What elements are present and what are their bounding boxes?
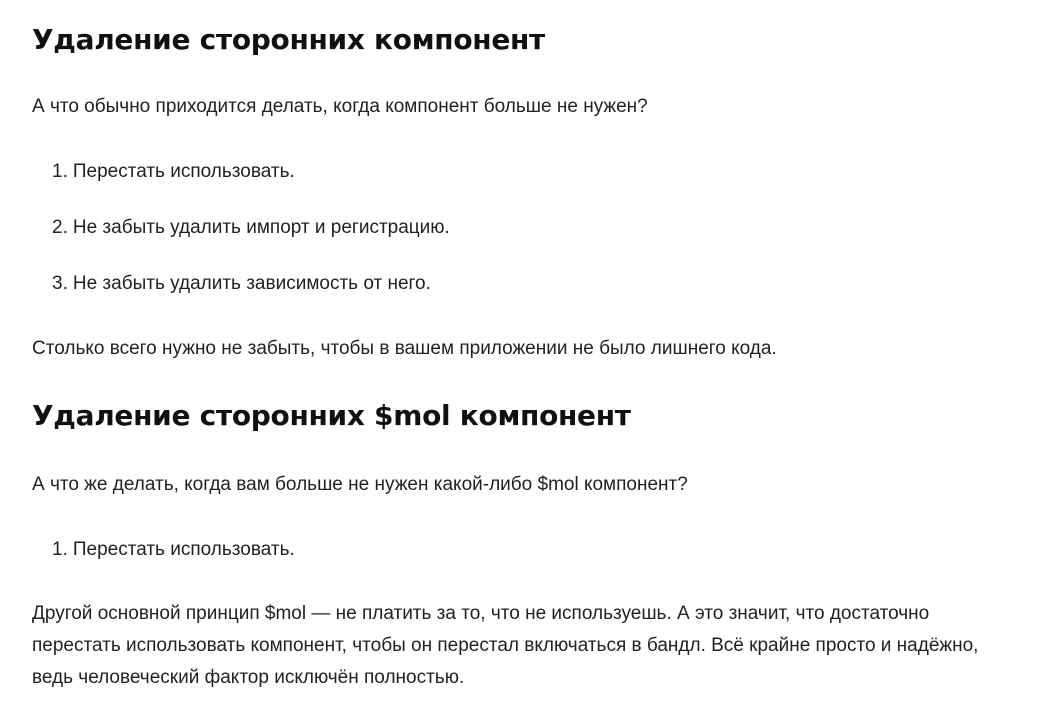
list-item-text: Не забыть удалить импорт и регистрацию. [72,217,450,238]
list-item [52,268,450,324]
list-item-text: Не забыть удалить зависимость от него. [72,273,431,294]
section-heading-mol-removal: Удаление сторонних $mol компонент [32,399,631,432]
list-item-text: Перестать использовать. [72,539,295,560]
list-item [52,212,450,268]
list-item-number: 1. [52,539,68,560]
list-item [52,534,295,590]
section2-intro-paragraph: А что же делать, когда вам больше не нужен какой-либо $mol компонент? [32,474,688,495]
list-item-number: 1. [52,161,68,182]
list-item-number: 3. [52,273,68,294]
list-item-number: 2. [52,217,68,238]
list-item-text: Перестать использовать. [72,161,295,182]
section1-steps-list [52,156,450,324]
list-item [52,156,450,212]
section1-intro-paragraph: А что обычно приходится делать, когда компонент больше не нужен? [32,96,648,117]
section1-conclusion-paragraph: Столько всего нужно не забыть, чтобы в вашем приложении не было лишнего кода. [32,338,777,359]
section2-steps-list [52,534,295,590]
section2-conclusion-paragraph: Другой основной принцип $mol — не платить за то, что не используешь. А это значит, что достаточно перестать использовать компонент, чтобы он перестал включаться в бандл. Всё крайне просто и надёжно, ведь человеческий фактор исключён полностью. [32,603,979,688]
section-heading-third-party-removal: Удаление сторонних компонент [32,23,545,56]
